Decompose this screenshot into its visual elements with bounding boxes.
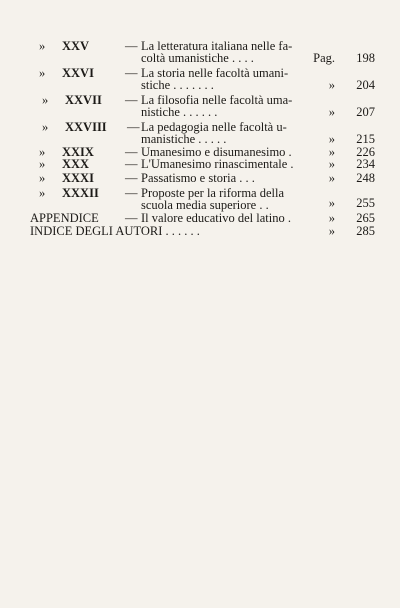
chapter-number: XXV (62, 39, 90, 53)
chapter-title: La filosofia nelle facoltà uma- nistiche . . . . . . (141, 93, 293, 119)
chapter-number: XXVIII (65, 120, 107, 134)
entry-marker: » (39, 145, 46, 159)
page-number: 226 (356, 145, 375, 159)
index-label: INDICE DEGLI AUTORI . . . . . . (30, 224, 200, 238)
page-number: 255 (356, 196, 375, 210)
chapter-title: Umanesimo e disumanesimo . (141, 145, 292, 159)
chapter-number: XXXI (62, 171, 94, 185)
page-number: 234 (356, 157, 375, 171)
chapter-title: La storia nelle facoltà umani- stiche . . . . . . . (141, 66, 289, 92)
chapter-title: Proposte per la riforma della scuola media superiore . . (141, 186, 285, 212)
page-number: 198 (356, 51, 375, 65)
entry-marker: » (39, 157, 46, 171)
chapter-title: La pedagogia nelle facoltà u- manistiche . . . . . (141, 120, 287, 146)
entry-marker: » (42, 93, 49, 107)
entry-marker: » (39, 186, 46, 200)
entry-marker: » (39, 39, 46, 53)
page-number: 248 (356, 171, 375, 185)
entry-marker: » (42, 120, 49, 134)
page-number: 215 (356, 132, 375, 146)
page-number: 285 (356, 224, 375, 238)
chapter-number: XXIX (62, 145, 94, 159)
page-number: 207 (356, 105, 375, 119)
entry-marker: » (39, 171, 46, 185)
page-number: 265 (356, 211, 375, 225)
chapter-number: XXXII (62, 186, 99, 200)
appendix-title: Il valore educativo del latino . (141, 211, 291, 225)
chapter-title: Passatismo e storia . . . (141, 171, 255, 185)
chapter-title: La letteratura italiana nelle fa- coltà umanistiche . . . . (141, 39, 293, 65)
appendix-label: APPENDICE (30, 211, 99, 225)
entry-marker: » (39, 66, 46, 80)
chapter-title: L'Umanesimo rinascimentale . (141, 157, 294, 171)
chapter-number: XXVII (65, 93, 102, 107)
chapter-number: XXX (62, 157, 90, 171)
page-number: 204 (356, 78, 375, 92)
chapter-number: XXVI (62, 66, 94, 80)
